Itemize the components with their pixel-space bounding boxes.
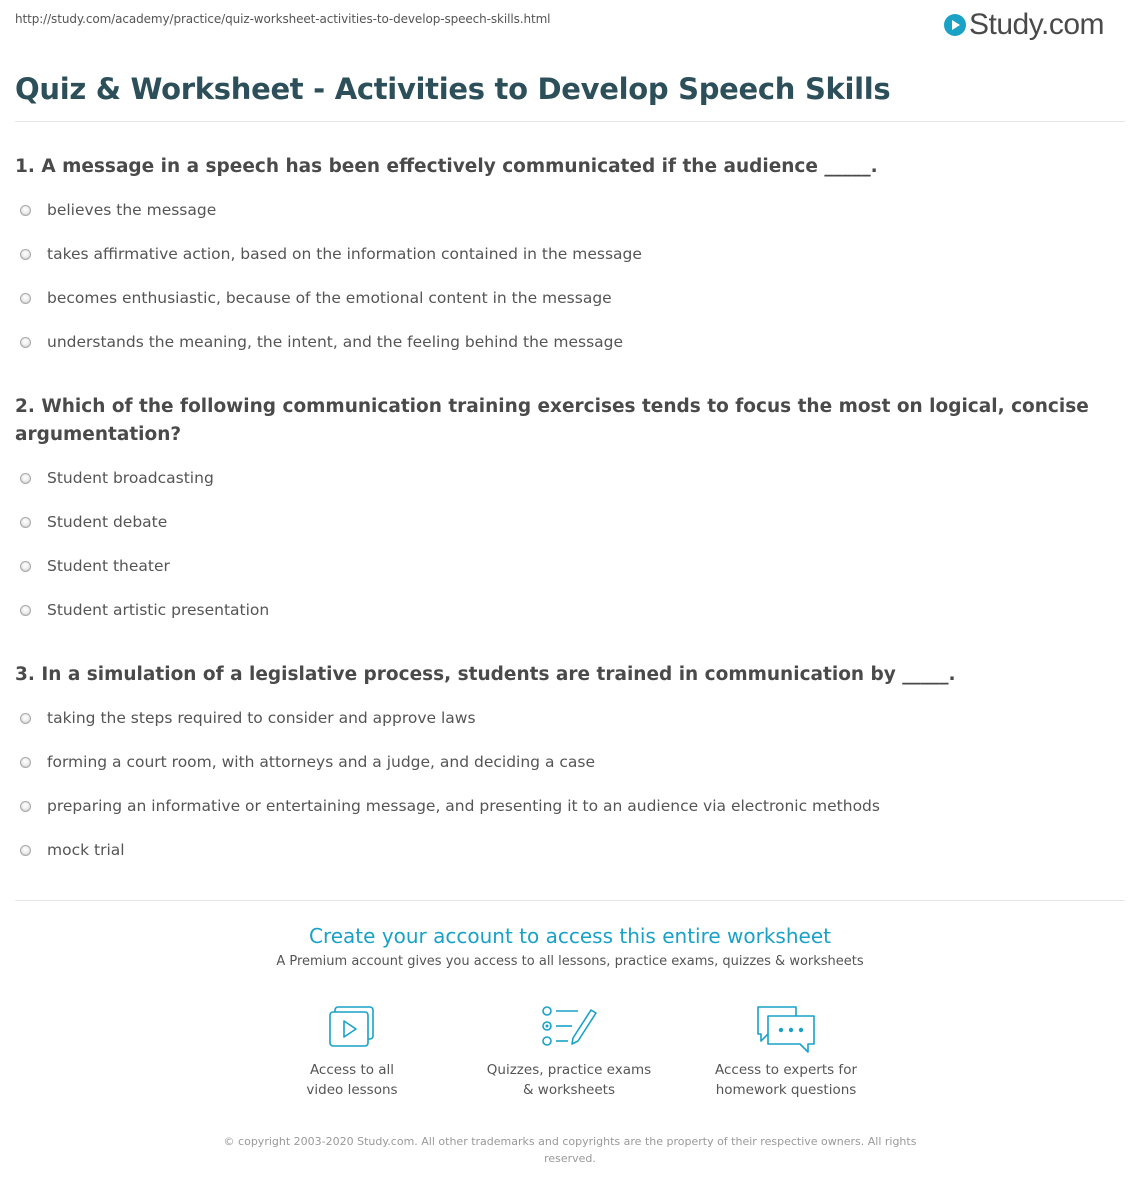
cta-subtitle: A Premium account gives you access to all lessons, practice exams, quizzes & worksheets — [276, 954, 864, 969]
question-3: 3. In a simulation of a legislative process, students are trained in communication by _____. — [15, 664, 956, 685]
feature-label-line2: & worksheets — [522, 1082, 615, 1098]
radio-button[interactable] — [20, 801, 31, 812]
answer-text: Student debate — [47, 513, 168, 531]
logo-text: Study.com — [969, 8, 1104, 41]
feature-label-line1: Quizzes, practice exams — [486, 1062, 652, 1078]
feature-label-line1: Access to experts for — [714, 1062, 857, 1078]
feature-experts — [686, 1004, 886, 1100]
feature-label-line1: Access to all — [309, 1062, 395, 1078]
radio-button[interactable] — [20, 845, 31, 856]
question-1: 1. A message in a speech has been effectively communicated if the audience _____. — [15, 156, 878, 177]
answer-option[interactable] — [20, 556, 269, 600]
page-title: Quiz & Worksheet - Activities to Develop Speech Skills — [15, 72, 891, 106]
answer-text: Student broadcasting — [47, 469, 214, 487]
answer-option[interactable] — [20, 752, 880, 796]
radio-button[interactable] — [20, 517, 31, 528]
answer-option[interactable] — [20, 244, 642, 288]
radio-button[interactable] — [20, 205, 31, 216]
answer-option[interactable] — [20, 840, 880, 884]
radio-button[interactable] — [20, 337, 31, 348]
question-1-options — [20, 200, 642, 376]
radio-button[interactable] — [20, 293, 31, 304]
question-3-options — [20, 708, 880, 884]
study-logo[interactable] — [944, 8, 1104, 42]
question-2-options — [20, 468, 269, 644]
answer-option[interactable] — [20, 288, 642, 332]
cta-divider — [15, 900, 1125, 901]
copyright-notice: © copyright 2003-2020 Study.com. All other trademarks and copyrights are the property of their respective owners. All rights reserved. — [223, 1135, 917, 1165]
answer-text: Student artistic presentation — [47, 601, 270, 619]
feature-label-line2: homework questions — [715, 1082, 857, 1098]
radio-button[interactable] — [20, 249, 31, 260]
answer-text: taking the steps required to consider and approve laws — [47, 709, 476, 727]
answer-text: preparing an informative or entertaining message, and presenting it to an audience via electronic methods — [47, 797, 880, 815]
chat-bubbles-icon — [754, 1004, 818, 1056]
answer-option[interactable] — [20, 512, 269, 556]
title-divider — [15, 121, 1125, 122]
feature-video-lessons — [252, 1004, 452, 1100]
radio-button[interactable] — [20, 605, 31, 616]
quiz-checklist-icon — [540, 1004, 598, 1048]
answer-text: takes affirmative action, based on the information contained in the message — [47, 245, 642, 263]
answer-option[interactable] — [20, 708, 880, 752]
answer-option[interactable] — [20, 332, 642, 376]
create-account-link[interactable]: Create your account to access this entire worksheet — [309, 924, 831, 948]
answer-option[interactable] — [20, 796, 880, 840]
answer-text: believes the message — [47, 201, 217, 219]
answer-option[interactable] — [20, 468, 269, 512]
answer-text: becomes enthusiastic, because of the emotional content in the message — [47, 289, 612, 307]
play-logo-icon — [944, 14, 966, 36]
radio-button[interactable] — [20, 473, 31, 484]
feature-label-line2: video lessons — [306, 1082, 398, 1098]
answer-text: mock trial — [47, 841, 125, 859]
answer-text: understands the meaning, the intent, and the feeling behind the message — [47, 333, 624, 351]
answer-text: Student theater — [47, 557, 170, 575]
video-lessons-icon — [326, 1004, 378, 1048]
page-url: http://study.com/academy/practice/quiz-worksheet-activities-to-develop-speech-skills.html — [15, 12, 551, 26]
answer-option[interactable] — [20, 600, 269, 644]
question-2: 2. Which of the following communication training exercises tends to focus the most on logical, concise argumentation? — [15, 396, 1089, 445]
radio-button[interactable] — [20, 561, 31, 572]
radio-button[interactable] — [20, 757, 31, 768]
radio-button[interactable] — [20, 713, 31, 724]
feature-quizzes — [469, 1004, 669, 1100]
answer-text: forming a court room, with attorneys and a judge, and deciding a case — [47, 753, 595, 771]
answer-option[interactable] — [20, 200, 642, 244]
